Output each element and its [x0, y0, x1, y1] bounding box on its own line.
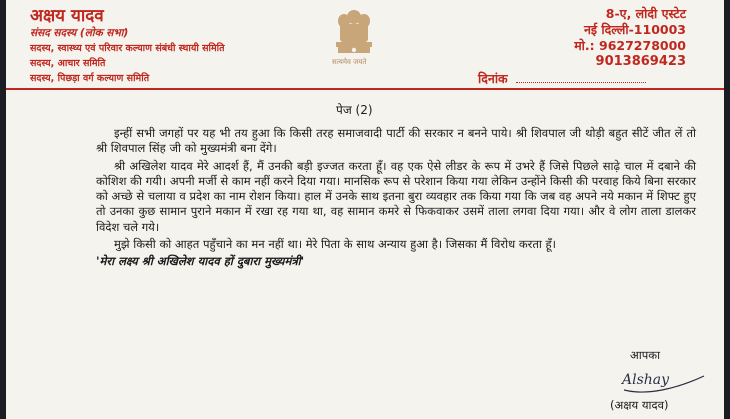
emblem-caption: सत्यमेव जयते [332, 58, 367, 66]
paragraph-2: श्री अखिलेश यादव मेरे आदर्श हैं, मैं उनकी बड़ी इज्जत करता हूँ। वह एक ऐसे लीडर के रूप में उभरे हैं जिसे पिछले साढ़े चाल में दबाने की कोशिश की गयी। अपनी मर्जी से काम नहीं करने दिया गया। मानसिक रूप से परेशान किया गया लेकिन उन्होंने किसी की परवाह किये बिना सरकार को अच्छे से चलाया व प्रदेश का नाम रोशन किया। हाल में उनके साथ इतना बुरा व्यवहार तक किया गया कि जब वह अपने नये मकान में शिफ्ट हुए तो उनका कुछ सामान पुराने मकान में रखा रह गया था, वह सामान कमरे से फिकवाकर उसमें ताला लगवा दिया गया। और वे लोग ताला डालकर विदेश चले गये। [96, 158, 696, 234]
date-label: दिनांक [478, 71, 508, 86]
sender-designation: संसद सदस्य (लोक सभा) [30, 27, 129, 39]
sender-name: अक्षय यादव [30, 6, 104, 26]
page-number: पेज (2) [336, 103, 373, 117]
letter-quote: 'मेरा लक्ष्य श्री अखिलेश यादव हों दुबारा मुख्यमंत्री' [96, 254, 305, 269]
letterhead-divider [6, 88, 724, 90]
date-blank [516, 82, 646, 83]
committee-2: सदस्य, आचार समिति [30, 58, 106, 69]
letterhead-left [30, 6, 225, 86]
letter-body [96, 126, 696, 272]
closing-line: आपका [630, 348, 661, 362]
committee-3: सदस्य, पिछड़ा वर्ग कल्याण समिति [30, 73, 150, 84]
signature-text: Alshay [622, 372, 670, 388]
phone-2: 9013869423 [595, 54, 686, 69]
paragraph-1: इन्हीं सभी जगहों पर यह भी तय हुआ कि किसी तरह समाजवादी पार्टी की सरकार न बनने पाये। श्री शिवपाल जी थोड़ी बहुत सीटें जीत लें तो श्री शिवपाल सिंह जी को मुख्यमंत्री बना देंगे। [96, 126, 696, 156]
phone-1: मो.: 9627278000 [574, 38, 686, 53]
address-line-1: 8-ए, लोदी एस्टेट [605, 6, 686, 21]
committee-1: सदस्य, स्वास्थ्य एवं परिवार कल्याण संबंधी स्थायी समिति [30, 43, 225, 54]
signer-name: (अक्षय यादव) [610, 398, 669, 412]
letter-page [6, 0, 724, 419]
signature [618, 364, 708, 398]
paragraph-3: मुझे किसी को आहत पहुँचाने का मन नहीं था। मेरे पिता के साथ अन्याय हुआ है। जिसका मैं विरोध करता हूँ। [114, 237, 557, 252]
letterhead-right [574, 6, 686, 70]
date-field [478, 70, 646, 87]
address-line-2: नई दिल्ली-110003 [583, 22, 686, 37]
